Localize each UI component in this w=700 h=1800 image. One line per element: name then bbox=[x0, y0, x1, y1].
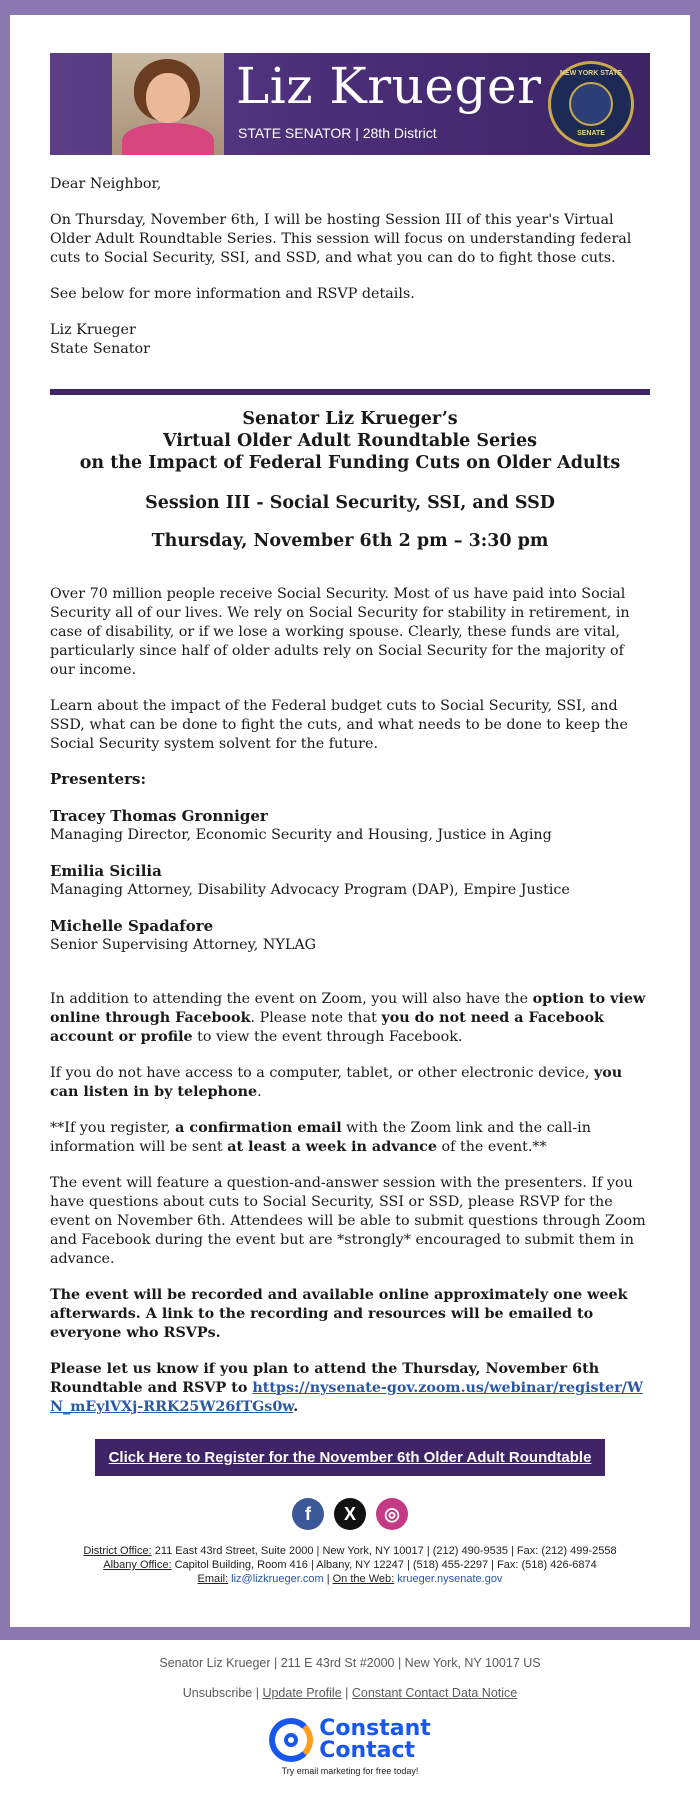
x-twitter-icon[interactable]: X bbox=[334, 1498, 366, 1530]
presenter-role: Senior Supervising Attorney, NYLAG bbox=[50, 937, 317, 953]
presenter-role: Managing Director, Economic Security and Housing, Justice in Aging bbox=[50, 827, 552, 843]
header-banner bbox=[50, 53, 650, 155]
greeting: Dear Neighbor, bbox=[50, 176, 162, 192]
presenter-name: Emilia Sicilia bbox=[50, 862, 162, 880]
seal-bottom-text: SENATE bbox=[577, 130, 605, 137]
zoom-facebook-paragraph: In addition to attending the event on Zoom, you will also have the option to view online through Facebook. Please note that you do not need a Facebook account or profile to view the event through Facebook. bbox=[50, 991, 646, 1045]
see-below-paragraph: See below for more information and RSVP details. bbox=[50, 286, 415, 302]
intro-paragraph: On Thursday, November 6th, I will be hosting Session III of this year's Virtual Older Adult Roundtable Series. This session will focus on understanding federal cuts to Social Security, SSI, and SSD, and what you can do to fight those cuts. bbox=[50, 212, 632, 266]
event-title-line-3: on the Impact of Federal Funding Cuts on Older Adults bbox=[79, 453, 621, 473]
banner-subtitle: STATE SENATOR | 28th District bbox=[238, 125, 437, 141]
constant-contact-wordmark: Constant Contact bbox=[319, 1716, 431, 1763]
email-link[interactable]: liz@lizkrueger.com bbox=[231, 1573, 324, 1585]
email-card bbox=[10, 15, 690, 1627]
constant-contact-tagline: Try email marketing for free today! bbox=[281, 1766, 419, 1776]
email-footer bbox=[0, 1640, 700, 1776]
seal-top-text: NEW YORK STATE bbox=[559, 70, 623, 77]
rsvp-link[interactable]: https://nysenate-gov.zoom.us/webinar/register/WN_mEylVXj-RRK25W26fTGs0w bbox=[50, 1380, 644, 1415]
footer-links: Unsubscribe | Update Profile | Constant Contact Data Notice bbox=[182, 1686, 518, 1700]
presenter-name: Michelle Spadafore bbox=[50, 917, 214, 935]
unsubscribe-link[interactable]: Unsubscribe bbox=[182, 1686, 253, 1700]
body-paragraph-1: Over 70 million people receive Social Security. Most of us have paid into Social Security all of our lives. We rely on Social Security for stability in retirement, in case of disability, or if we lose a working spouse. Clearly, these funds are vital, particularly since half of older adults rely on Social Security for the majority of our income. bbox=[50, 586, 630, 678]
district-office-line: District Office: 211 East 43rd Street, Suite 2000 | New York, NY 10017 | (212) 490-9535 | Fax: (212) 499-2558 bbox=[83, 1545, 617, 1557]
event-title-line-2: Virtual Older Adult Roundtable Series bbox=[162, 431, 538, 451]
register-button[interactable]: Click Here to Register for the November 6th Older Adult Roundtable bbox=[95, 1439, 606, 1476]
constant-contact-icon bbox=[269, 1718, 313, 1762]
data-notice-link[interactable]: Constant Contact Data Notice bbox=[351, 1686, 518, 1700]
constant-contact-logo[interactable] bbox=[0, 1718, 700, 1762]
signature-name: Liz Krueger bbox=[50, 322, 136, 338]
session-heading: Session III - Social Security, SSI, and SSD bbox=[145, 493, 555, 513]
social-links bbox=[50, 1498, 650, 1530]
date-heading: Thursday, November 6th 2 pm – 3:30 pm bbox=[151, 531, 549, 551]
section-divider bbox=[50, 389, 650, 395]
qa-paragraph: The event will feature a question-and-answer session with the presenters. If you have questions about cuts to Social Security, SSI or SSD, please RSVP for the event on November 6th. Attendees will be able to submit questions through Zoom and Facebook during the event but are *strongly* encouraged to submit them in advance. bbox=[50, 1175, 646, 1267]
recorded-paragraph: The event will be recorded and available online approximately one week afterwards. A link to the recording and resources will be emailed to everyone who RSVPs. bbox=[50, 1287, 628, 1341]
event-title bbox=[50, 408, 650, 474]
senate-seal-icon bbox=[548, 61, 634, 147]
presenter-3 bbox=[50, 917, 650, 955]
presenters-label: Presenters: bbox=[50, 770, 146, 788]
email-web-line: Email: liz@lizkrueger.com | On the Web: krueger.nysenate.gov bbox=[197, 1573, 503, 1585]
telephone-paragraph: If you do not have access to a computer, tablet, or other electronic device, you can listen in by telephone. bbox=[50, 1065, 623, 1100]
presenter-role: Managing Attorney, Disability Advocacy Program (DAP), Empire Justice bbox=[50, 882, 570, 898]
body-paragraph-2: Learn about the impact of the Federal budget cuts to Social Security, SSI, and SSD, what can be done to fight the cuts, and what needs to be done to keep the Social Security system solvent for the future. bbox=[50, 698, 628, 752]
footer-address: Senator Liz Krueger | 211 E 43rd St #2000 | New York, NY 10017 US bbox=[159, 1656, 541, 1670]
web-link[interactable]: krueger.nysenate.gov bbox=[397, 1573, 503, 1585]
event-title-line-1: Senator Liz Krueger’s bbox=[242, 409, 458, 429]
presenter-name: Tracey Thomas Gronniger bbox=[50, 807, 268, 825]
rsvp-paragraph: Please let us know if you plan to attend the Thursday, November 6th Roundtable and RSVP to https://nysenate-gov.zoom.us/webinar/register/WN_mEylVXj-RRK25W26fTGs0w. bbox=[50, 1361, 644, 1415]
albany-office-line: Albany Office: Capitol Building, Room 416 | Albany, NY 12247 | (518) 455-2297 | Fax: (518) 426-6874 bbox=[103, 1559, 597, 1571]
presenter-1 bbox=[50, 807, 650, 845]
contact-info bbox=[50, 1544, 650, 1586]
banner-name: Liz Krueger bbox=[236, 57, 542, 115]
senator-photo bbox=[112, 53, 224, 155]
confirmation-paragraph: **If you register, a confirmation email with the Zoom link and the call-in information will be sent at least a week in advance of the event.** bbox=[50, 1120, 591, 1155]
signature-title: State Senator bbox=[50, 341, 150, 357]
update-profile-link[interactable]: Update Profile bbox=[262, 1686, 342, 1700]
instagram-icon[interactable]: ◎ bbox=[376, 1498, 408, 1530]
facebook-icon[interactable]: f bbox=[292, 1498, 324, 1530]
register-button-wrap bbox=[50, 1439, 650, 1476]
presenter-2 bbox=[50, 862, 650, 900]
